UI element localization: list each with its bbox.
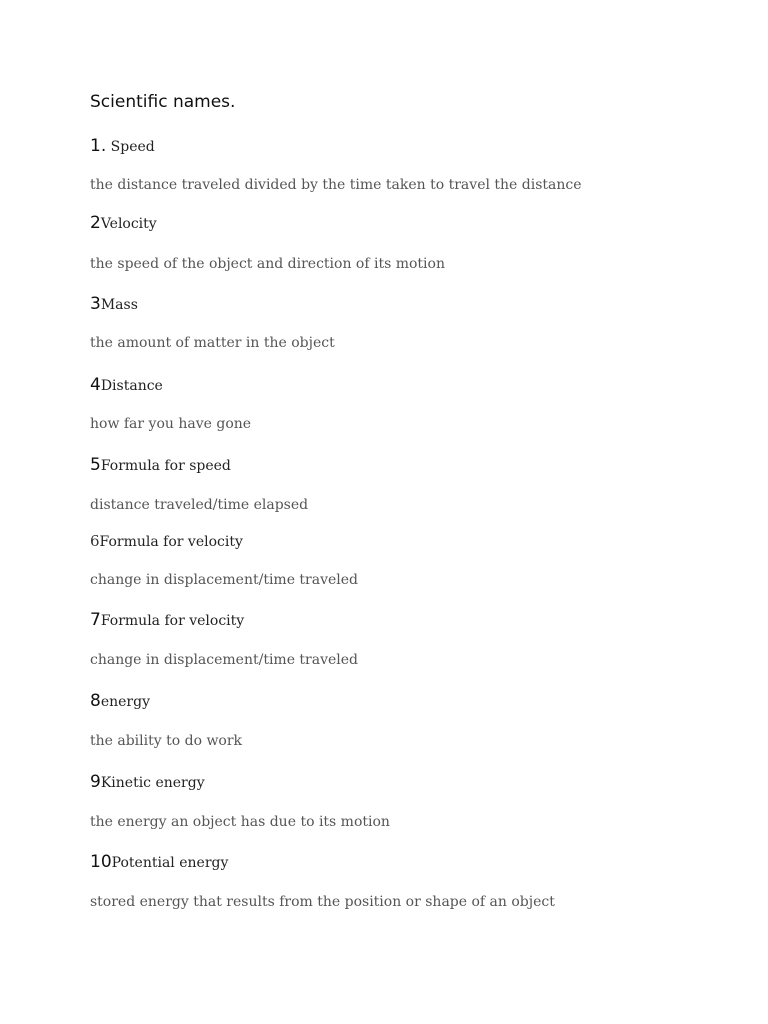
term-label: Kinetic energy (100, 775, 205, 791)
term-heading (90, 532, 243, 551)
term-heading (90, 455, 231, 475)
term-definition: the distance traveled divided by the time taken to travel the distance (90, 177, 582, 193)
term-number: 3 (90, 294, 101, 314)
term-definition: the speed of the object and direction of its motion (90, 256, 445, 272)
term-label: Potential energy (111, 855, 229, 871)
term-label: Speed (106, 139, 155, 155)
term-label: Distance (100, 378, 163, 394)
term-label: Velocity (100, 216, 157, 232)
term-label: Mass (100, 297, 138, 313)
term-label: energy (100, 694, 150, 710)
term-label: Formula for velocity (100, 613, 245, 629)
term-heading (90, 691, 150, 711)
term-label: Formula for speed (100, 458, 231, 474)
term-definition: how far you have gone (90, 416, 252, 432)
term-number: 5 (90, 455, 101, 475)
term-definition: stored energy that results from the position or shape of an object (90, 894, 555, 910)
term-number: 9 (90, 772, 101, 792)
term-heading (90, 375, 163, 395)
term-number: 4 (90, 375, 101, 395)
term-heading (90, 610, 244, 630)
term-number: 8 (90, 691, 101, 711)
term-definition: the ability to do work (90, 733, 243, 749)
term-heading (90, 136, 155, 156)
term-number: 10 (90, 852, 112, 872)
term-definition: change in displacement/time traveled (90, 652, 359, 668)
term-number: 6 (90, 532, 100, 550)
term-heading (90, 772, 205, 792)
term-number: 7 (90, 610, 101, 630)
term-definition: change in displacement/time traveled (90, 572, 359, 588)
term-definition: the energy an object has due to its motion (90, 814, 390, 830)
term-definition: the amount of matter in the object (90, 335, 335, 351)
term-heading (90, 852, 228, 872)
page-title: Scientific names. (90, 92, 236, 112)
term-label: Formula for velocity (99, 534, 243, 550)
term-number: 2 (90, 213, 101, 233)
term-heading (90, 213, 157, 233)
term-number: 1. (90, 136, 107, 156)
term-definition: distance traveled/time elapsed (90, 497, 309, 513)
term-heading (90, 294, 138, 314)
